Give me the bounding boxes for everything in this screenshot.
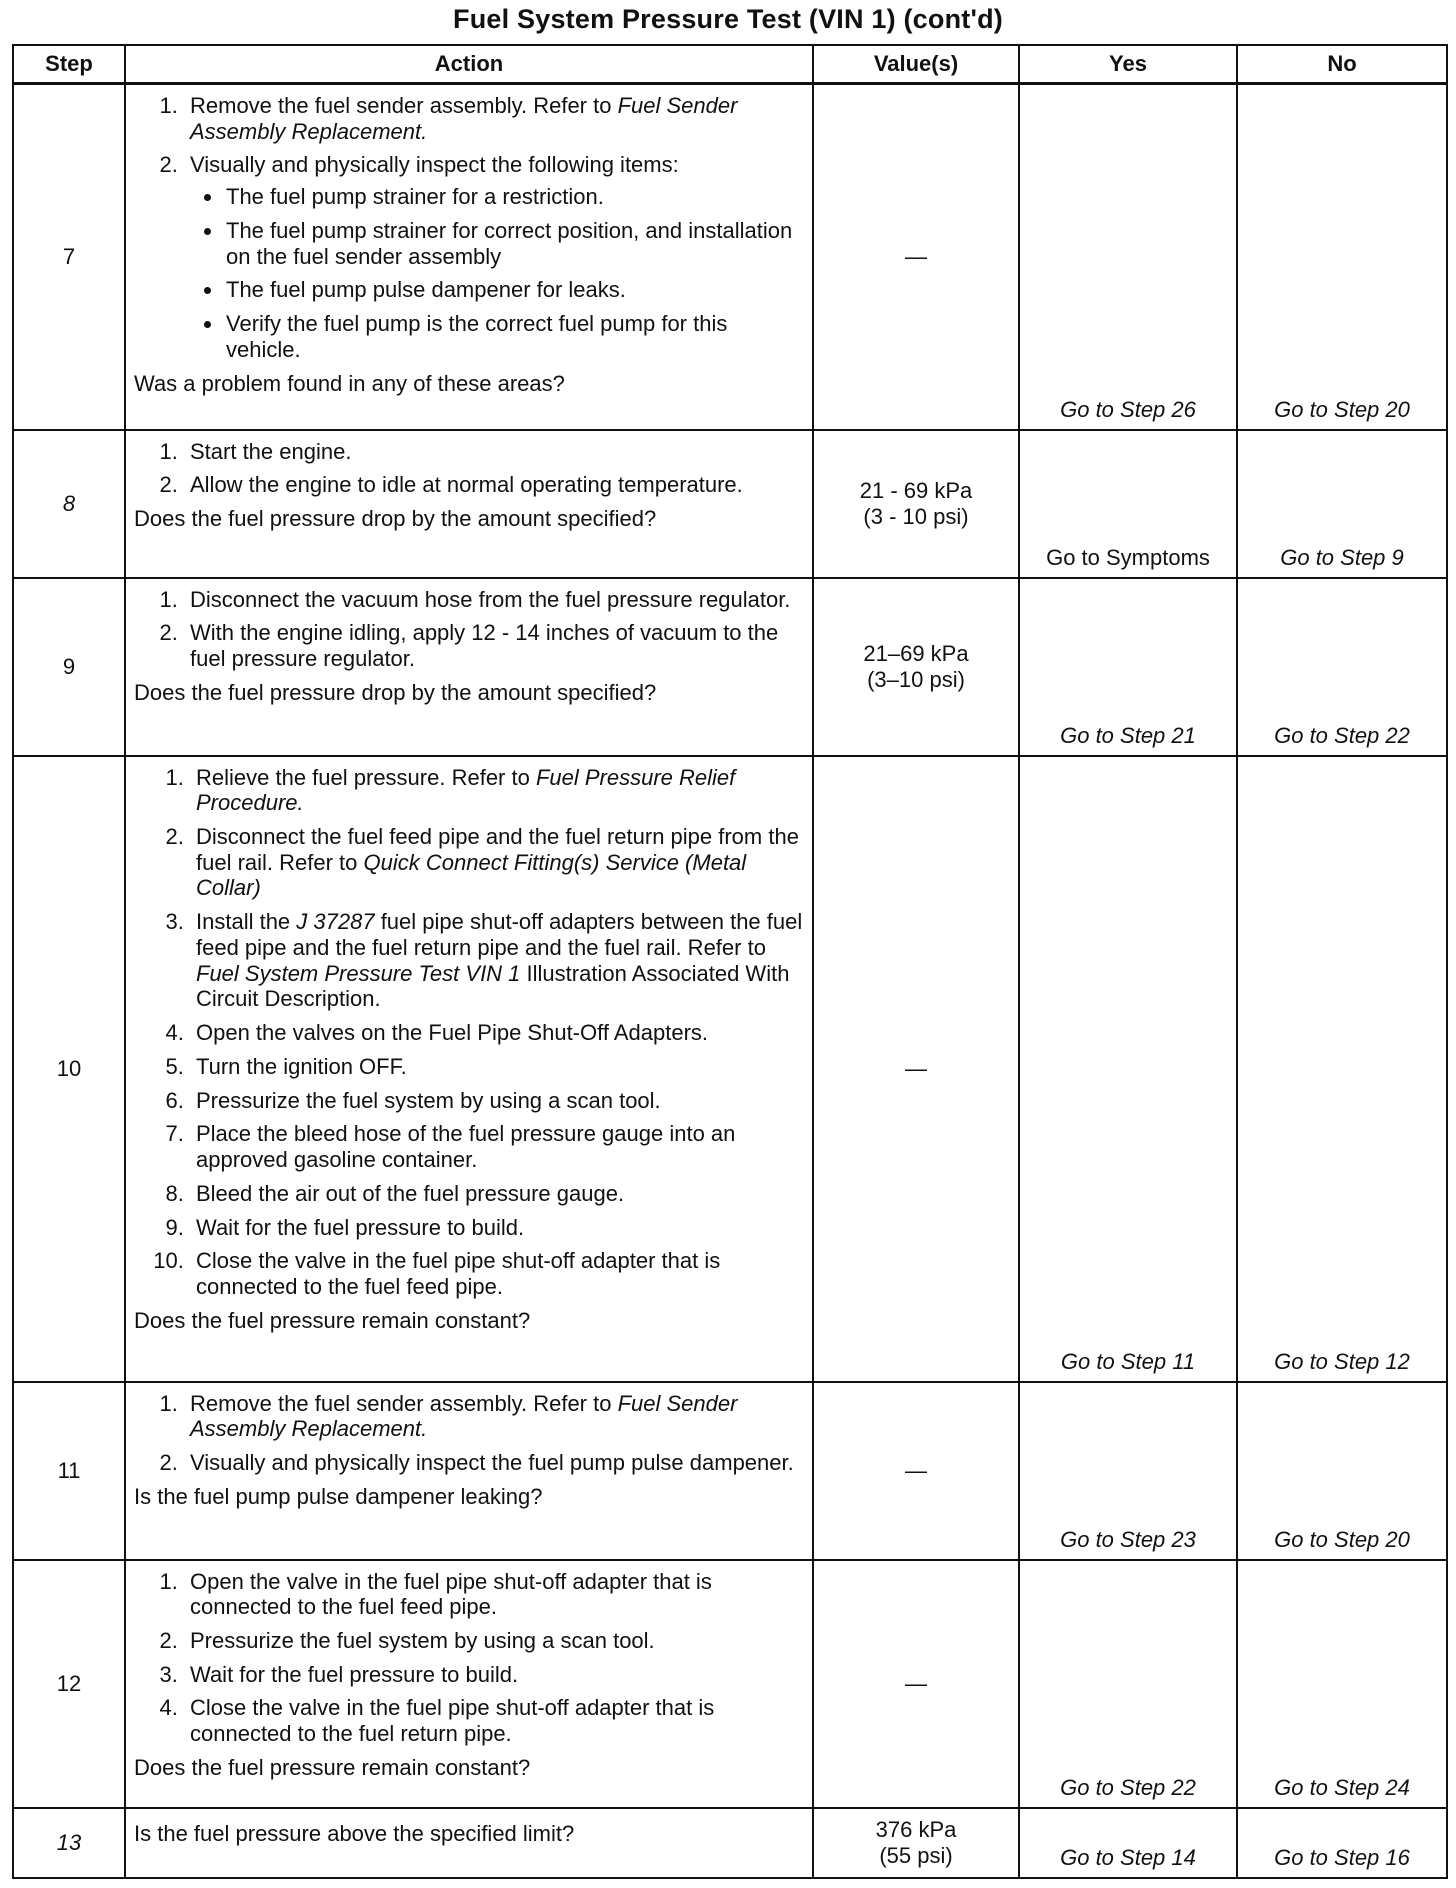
tool-reference: J 37287 bbox=[296, 909, 375, 935]
reference-link: Quick Connect Fitting(s) Service (Metal Collar) bbox=[196, 849, 747, 901]
step-number: 7 bbox=[13, 84, 125, 430]
yes-cell[interactable] bbox=[1019, 756, 1237, 1382]
value-text: — bbox=[905, 1457, 927, 1483]
header-yes: Yes bbox=[1019, 45, 1237, 84]
bullet-item: • The fuel pump strainer for correct position, and installation on the fuel sender assembly bbox=[224, 218, 804, 269]
bullet-item: • The fuel pump pulse dampener for leaks. bbox=[224, 277, 804, 303]
no-goto[interactable]: Go to Step 20 bbox=[1274, 396, 1410, 422]
table-row-step-9 bbox=[13, 578, 1447, 756]
no-goto[interactable]: Go to Step 24 bbox=[1274, 1774, 1410, 1800]
reference-link: Fuel System Pressure Test VIN 1 bbox=[196, 960, 521, 986]
yes-cell[interactable] bbox=[1019, 1808, 1237, 1878]
value-cell bbox=[813, 84, 1019, 430]
action-list bbox=[134, 587, 804, 672]
no-goto[interactable]: Go to Step 9 bbox=[1280, 544, 1404, 570]
yes-goto[interactable]: Go to Step 22 bbox=[1060, 1774, 1196, 1800]
value-cell bbox=[813, 756, 1019, 1382]
list-item: 9. Wait for the fuel pressure to build. bbox=[190, 1215, 804, 1241]
list-item: 1. Relieve the fuel pressure. Refer to Fuel Pressure Relief Procedure. bbox=[190, 765, 804, 816]
diagnostic-table bbox=[12, 44, 1448, 1879]
step-number: 9 bbox=[13, 578, 125, 756]
header-step: Step bbox=[13, 45, 125, 84]
value-cell bbox=[813, 430, 1019, 578]
list-item: 3. Wait for the fuel pressure to build. bbox=[184, 1662, 804, 1688]
list-item: 8. Bleed the air out of the fuel pressure gauge. bbox=[190, 1181, 804, 1207]
bullet-list bbox=[190, 184, 804, 362]
yes-goto[interactable]: Go to Step 14 bbox=[1060, 1844, 1196, 1870]
no-goto[interactable]: Go to Step 20 bbox=[1274, 1526, 1410, 1552]
reference-link: Fuel Sender Assembly Replacement bbox=[190, 93, 738, 144]
table-row-step-8 bbox=[13, 430, 1447, 578]
value-text-alt: (3–10 psi) bbox=[867, 666, 965, 692]
question-text: Was a problem found in any of these areas? bbox=[134, 370, 565, 396]
table-row-step-13 bbox=[13, 1808, 1447, 1878]
header-values: Value(s) bbox=[813, 45, 1019, 84]
no-cell[interactable] bbox=[1237, 1382, 1447, 1560]
action-cell bbox=[125, 430, 813, 578]
action-list bbox=[134, 765, 804, 1300]
yes-goto[interactable]: Go to Symptoms bbox=[1046, 544, 1210, 570]
step-number: 8 bbox=[13, 430, 125, 578]
value-cell bbox=[813, 578, 1019, 756]
header-no: No bbox=[1237, 45, 1447, 84]
table-row-step-7 bbox=[13, 84, 1447, 430]
list-item: 5. Turn the ignition OFF. bbox=[190, 1054, 804, 1080]
list-item: 1. Open the valve in the fuel pipe shut-off adapter that is connected to the fuel feed pipe. bbox=[184, 1569, 804, 1620]
no-cell[interactable] bbox=[1237, 1560, 1447, 1808]
header-row bbox=[13, 45, 1447, 84]
no-cell[interactable] bbox=[1237, 1808, 1447, 1878]
action-list bbox=[134, 1391, 804, 1476]
yes-cell[interactable] bbox=[1019, 1382, 1237, 1560]
reference-link: Fuel Sender Assembly Replacement bbox=[190, 1390, 738, 1442]
value-text: — bbox=[905, 1670, 927, 1696]
value-text: 21 - 69 kPa bbox=[859, 477, 973, 503]
list-item: 2. Visually and physically inspect the fuel pump pulse dampener. bbox=[184, 1450, 804, 1476]
yes-goto[interactable]: Go to Step 26 bbox=[1060, 396, 1196, 422]
question-text: Is the fuel pressure above the specified limit? bbox=[134, 1820, 575, 1846]
question-text: Does the fuel pressure remain constant? bbox=[134, 1754, 531, 1780]
yes-cell[interactable] bbox=[1019, 1560, 1237, 1808]
header-action: Action bbox=[125, 45, 813, 84]
value-text-alt: (3 - 10 psi) bbox=[863, 503, 969, 529]
table-row-step-11 bbox=[13, 1382, 1447, 1560]
no-goto[interactable]: Go to Step 12 bbox=[1274, 1348, 1410, 1374]
question-text: Does the fuel pressure drop by the amount specified? bbox=[134, 505, 657, 531]
no-goto[interactable]: Go to Step 22 bbox=[1274, 722, 1410, 748]
page-title: Fuel System Pressure Test (VIN 1) (cont'd) bbox=[453, 4, 1003, 34]
yes-goto[interactable]: Go to Step 21 bbox=[1060, 722, 1196, 748]
list-item: 4. Close the valve in the fuel pipe shut-off adapter that is connected to the fuel return pipe. bbox=[184, 1695, 804, 1746]
step-number: 12 bbox=[13, 1560, 125, 1808]
action-cell bbox=[125, 1560, 813, 1808]
list-item: 7. Place the bleed hose of the fuel pressure gauge into an approved gasoline container. bbox=[190, 1121, 804, 1172]
no-cell[interactable] bbox=[1237, 430, 1447, 578]
list-item: 2. Allow the engine to idle at normal operating temperature. bbox=[184, 472, 804, 498]
action-cell bbox=[125, 578, 813, 756]
list-item: 2. With the engine idling, apply 12 - 14 inches of vacuum to the fuel pressure regulator. bbox=[184, 620, 804, 671]
action-cell bbox=[125, 1808, 813, 1878]
bullet-item: • Verify the fuel pump is the correct fuel pump for this vehicle. bbox=[224, 311, 804, 362]
value-text: 376 kPa bbox=[875, 1816, 957, 1842]
value-text: 21–69 kPa bbox=[863, 640, 969, 666]
value-cell bbox=[813, 1382, 1019, 1560]
yes-goto[interactable]: Go to Step 11 bbox=[1060, 1348, 1196, 1374]
list-item: 6. Pressurize the fuel system by using a scan tool. bbox=[190, 1088, 804, 1114]
value-cell bbox=[813, 1560, 1019, 1808]
table-row-step-10 bbox=[13, 756, 1447, 1382]
question-text: Is the fuel pump pulse dampener leaking? bbox=[134, 1483, 543, 1509]
no-cell[interactable] bbox=[1237, 578, 1447, 756]
action-cell bbox=[125, 756, 813, 1382]
value-cell bbox=[813, 1808, 1019, 1878]
question-text: Does the fuel pressure drop by the amount specified? bbox=[134, 679, 657, 705]
no-cell[interactable] bbox=[1237, 756, 1447, 1382]
list-item: 4. Open the valves on the Fuel Pipe Shut-Off Adapters. bbox=[190, 1020, 804, 1046]
value-text-alt: (55 psi) bbox=[879, 1842, 953, 1868]
list-item: 2. Visually and physically inspect the following items: • The fuel pump strainer for a restriction. • The fuel pump strainer for correct position, and installation on the fuel sender assembly • The fuel pump pulse dampener for leaks. • Verify the fuel pump is the correct fuel pump for this vehicle. bbox=[184, 152, 804, 362]
list-item: 10. Close the valve in the fuel pipe shut-off adapter that is connected to the fuel feed pipe. bbox=[190, 1248, 804, 1299]
list-item: 1. Disconnect the vacuum hose from the fuel pressure regulator. bbox=[184, 587, 804, 613]
step-number: 13 bbox=[13, 1808, 125, 1878]
action-list bbox=[134, 439, 804, 498]
action-cell bbox=[125, 84, 813, 430]
yes-cell[interactable] bbox=[1019, 578, 1237, 756]
yes-cell[interactable] bbox=[1019, 430, 1237, 578]
question-text: Does the fuel pressure remain constant? bbox=[134, 1307, 531, 1333]
table-row-step-12 bbox=[13, 1560, 1447, 1808]
value-text: — bbox=[905, 1055, 927, 1081]
list-item: 2. Disconnect the fuel feed pipe and the fuel return pipe from the fuel rail. Refer to Quick Connect Fitting(s) Service (Metal Collar) bbox=[190, 824, 804, 901]
no-goto[interactable]: Go to Step 16 bbox=[1274, 1844, 1410, 1870]
list-item: 1. Remove the fuel sender assembly. Refer to Fuel Sender Assembly Replacement. bbox=[184, 1391, 804, 1442]
list-item: 1. Start the engine. bbox=[184, 439, 804, 465]
action-cell bbox=[125, 1382, 813, 1560]
list-item: 2. Pressurize the fuel system by using a scan tool. bbox=[184, 1628, 804, 1654]
list-item: 1. Remove the fuel sender assembly. Refer to Fuel Sender Assembly Replacement. bbox=[184, 93, 804, 144]
bullet-item: • The fuel pump strainer for a restriction. bbox=[224, 184, 804, 210]
list-item: 3. Install the J 37287 fuel pipe shut-off adapters between the fuel feed pipe and the fuel return pipe and the fuel rail. Refer to Fuel System Pressure Test VIN 1 Illustration Associated With Circuit Description. bbox=[190, 909, 804, 1012]
step-number: 11 bbox=[13, 1382, 125, 1560]
step-number: 10 bbox=[13, 756, 125, 1382]
reference-link: Fuel Pressure Relief Procedure bbox=[196, 764, 736, 816]
value-text: — bbox=[905, 243, 927, 269]
action-list bbox=[134, 1569, 804, 1747]
no-cell[interactable] bbox=[1237, 84, 1447, 430]
action-list bbox=[134, 93, 804, 363]
yes-goto[interactable]: Go to Step 23 bbox=[1060, 1526, 1196, 1552]
yes-cell[interactable] bbox=[1019, 84, 1237, 430]
